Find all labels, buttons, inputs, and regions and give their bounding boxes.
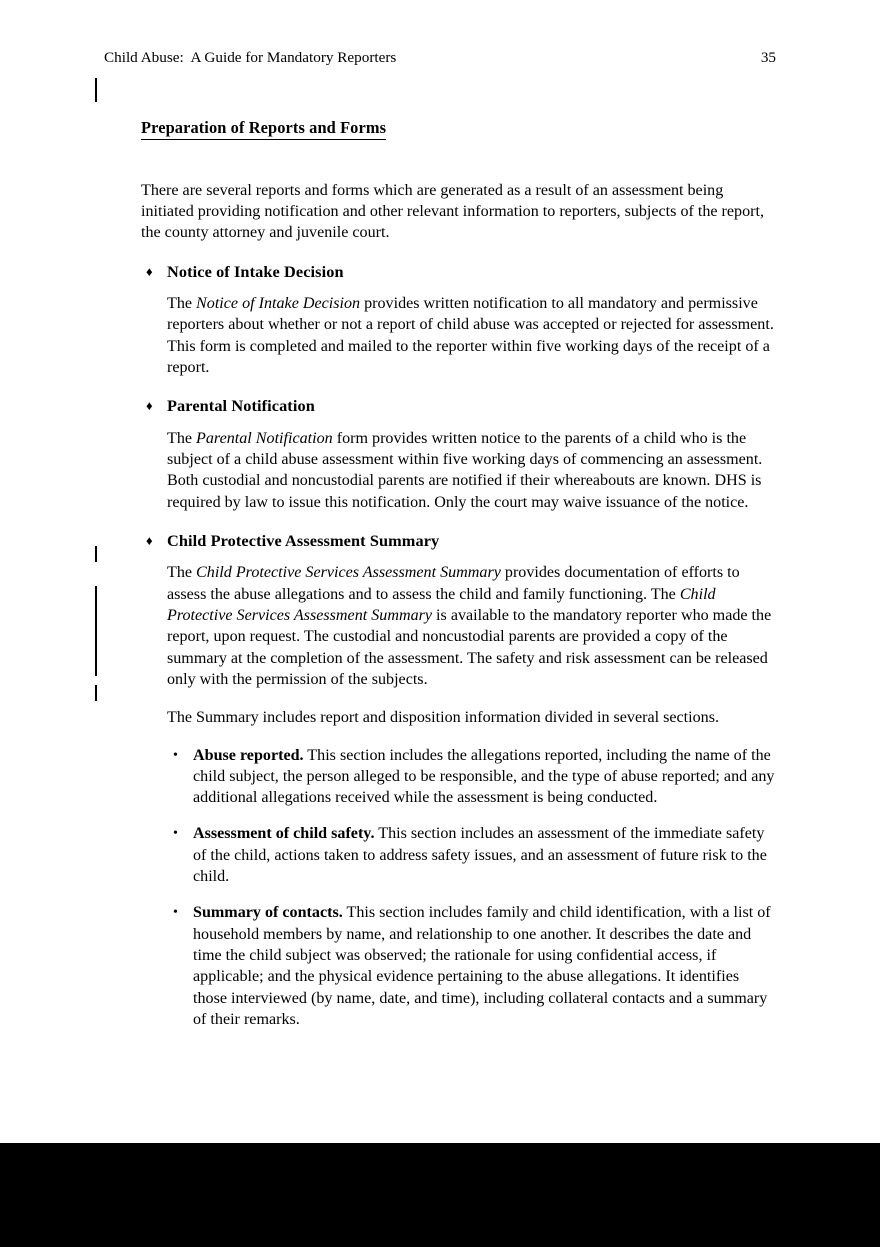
summary-section-item (167, 823, 777, 887)
running-header (104, 48, 776, 68)
form-name-italic: Child Protective Services Assessment Summary (196, 564, 501, 582)
diamond-bullet-icon: ♦ (146, 532, 153, 548)
round-bullet-icon: • (173, 826, 178, 842)
text-run: is available to the mandatory reporter who made the report, upon request. The custodial and noncustodial parents are provided a copy of the summary at the completion of the assessment. The safety and risk assessment can be released only with the permission of the subjects. (167, 607, 772, 688)
section-lead-in: Abuse reported. (193, 746, 304, 764)
revision-change-bar (95, 78, 97, 102)
form-description (167, 428, 777, 513)
section-text: This section includes family and child identification, with a list of household members by name, and relationship to one another. It describes the date and time the child subject was observed; the rationale for using confidential access, if applicable; and the physical evidence pertaining to the abuse allegations. It identifies those interviewed (by name, date, and time), including collateral contacts and a summary of their remarks. (193, 904, 771, 1028)
text-run: The (167, 429, 197, 447)
round-bullet-icon: • (173, 905, 178, 921)
form-description (167, 293, 777, 378)
section-lead-in: Summary of contacts. (193, 904, 343, 922)
page-bottom-black-band (0, 1143, 880, 1247)
text-run: The (167, 295, 197, 313)
text-run: provides documentation of efforts to assess the abuse allegations and to assess the child and family functioning. The (167, 564, 740, 603)
form-name-italic: Child Protective Services Assessment Summary (167, 585, 716, 625)
page-content (141, 118, 777, 1030)
diamond-bullet-icon: ♦ (146, 398, 153, 414)
header-title: Child Abuse: A Guide for Mandatory Reporters (104, 49, 397, 66)
form-name-italic: Parental Notification (196, 429, 333, 447)
form-item-notice-of-intake-decision (141, 261, 777, 379)
form-description (167, 562, 777, 690)
diamond-bullet-icon: ♦ (146, 263, 153, 279)
form-title: Notice of Intake Decision (167, 261, 344, 281)
text-run: The (167, 564, 197, 582)
summary-sections-list (167, 745, 777, 1031)
summary-section-item (167, 902, 777, 1030)
section-text: This section includes the allegations reported, including the name of the child subject, the person alleged to be responsible, and the type of abuse reported; and any additional allegations received while the assessment is being conducted. (193, 746, 775, 807)
page-number: 35 (760, 49, 776, 66)
summary-note: The Summary includes report and disposition information divided in several sections. (167, 709, 719, 727)
text-run: provides written notification to all mandatory and permissive reporters about whether or not a report of child abuse was accepted or rejected for assessment. This form is completed and mailed to the reporter within five working days of the receipt of a report. (167, 295, 774, 376)
text-run: form provides written notice to the parents of a child who is the subject of a child abuse assessment within five working days of commencing an assessment. Both custodial and noncustodial parents are notified if their whereabouts are known. DHS is required by law to issue this notification. Only the court may waive issuance of the notice. (167, 429, 763, 511)
form-title: Child Protective Assessment Summary (167, 530, 440, 550)
form-item-child-protective-assessment-summary (141, 530, 777, 1030)
section-lead-in: Assessment of child safety. (193, 825, 375, 843)
intro-paragraph: There are several reports and forms which are generated as a result of an assessment being initiated providing notification and other relevant information to reporters, subjects of the report, the county attorney and juvenile court. (141, 181, 765, 242)
form-item-parental-notification (141, 395, 777, 513)
round-bullet-icon: • (173, 747, 178, 763)
forms-list (141, 261, 777, 1031)
revision-change-bar (95, 685, 97, 701)
summary-section-item (167, 745, 777, 809)
section-text: This section includes an assessment of the immediate safety of the child, actions taken to address safety issues, and an assessment of future risk to the child. (193, 825, 767, 886)
revision-change-bar (95, 586, 97, 676)
form-title: Parental Notification (167, 396, 315, 416)
form-name-italic: Notice of Intake Decision (196, 295, 361, 313)
section-heading: Preparation of Reports and Forms (141, 118, 386, 140)
revision-change-bar (95, 546, 97, 562)
